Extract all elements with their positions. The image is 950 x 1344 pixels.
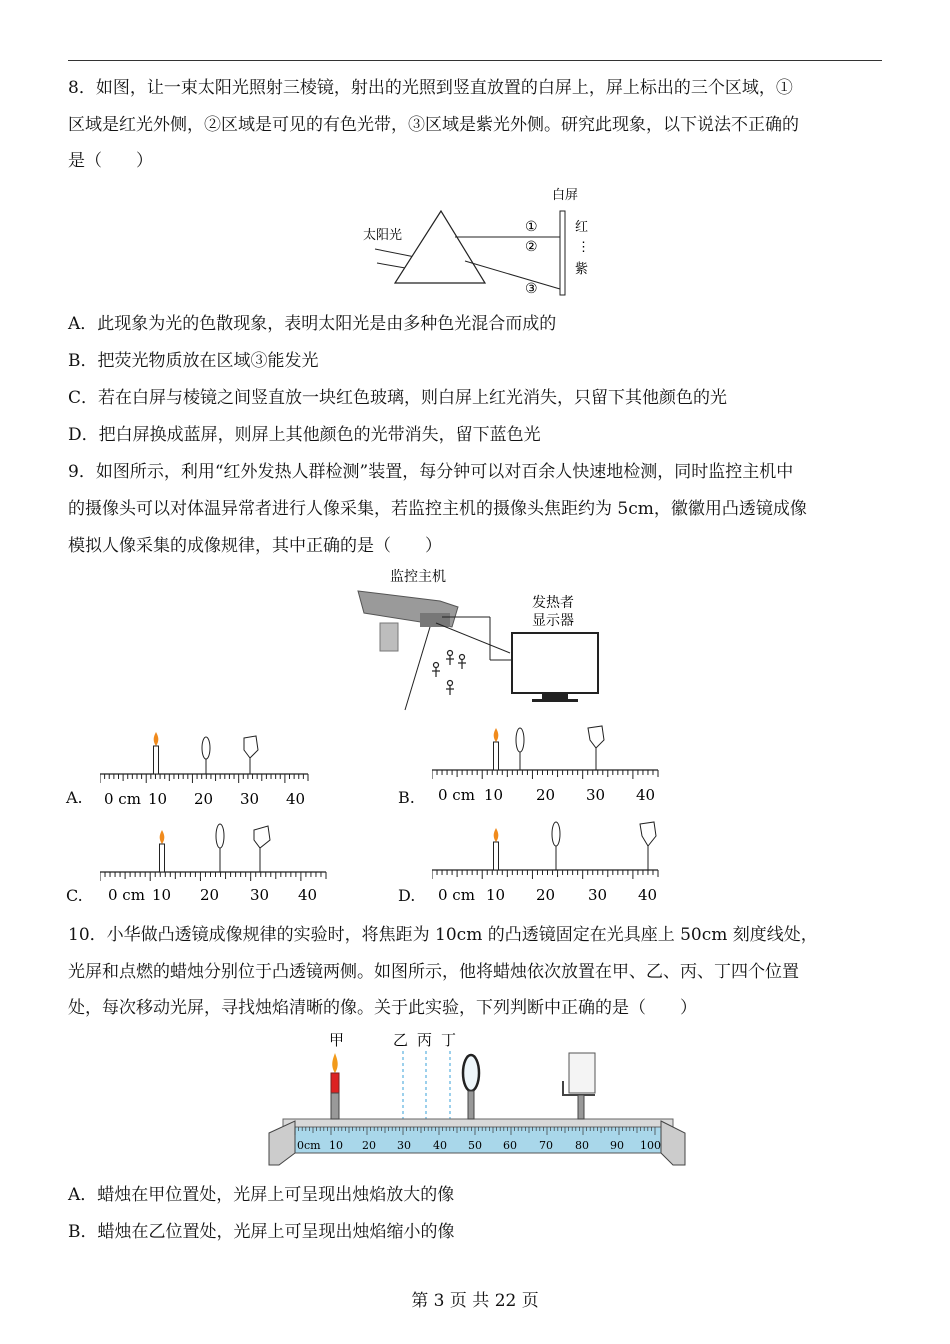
svg-text:10: 10 [486, 886, 506, 904]
option-letter: D. [398, 886, 416, 905]
purple-label: 紫 [575, 262, 589, 277]
svg-text:0 cm: 0 cm [108, 886, 145, 904]
q8-option-c: C．若在白屏与棱镜之间竖直放一块红色玻璃，则白屏上红光消失，只留下其他颜色的光 [68, 388, 728, 408]
q8-option-b: B．把荧光物质放在区域③能发光 [68, 351, 319, 371]
option-letter: A. [66, 788, 83, 807]
svg-text:20: 20 [536, 786, 556, 804]
pos-ding: 丁 [441, 1031, 457, 1049]
pos-yi: 乙 [393, 1031, 409, 1049]
svg-text:0 cm: 0 cm [438, 886, 475, 904]
pos-jia: 甲 [329, 1031, 345, 1049]
q10-option-b: B．蜡烛在乙位置处，光屏上可呈现出烛焰缩小的像 [68, 1222, 455, 1242]
screen [244, 736, 258, 774]
q9-option-a [66, 728, 326, 810]
q10-line3: 处，每次移动光屏，寻找烛焰清晰的像。关于此实验，下列判断中正确的是（ ） [68, 998, 697, 1018]
ruler-b [432, 722, 672, 808]
screen [640, 822, 656, 870]
svg-text:20: 20 [536, 886, 556, 904]
screen [254, 826, 270, 872]
q9-line2: 的摄像头可以对体温异常者进行人像采集，若监控主机的摄像头焦距约为 5cm，徽徽用凸透镜成像 [68, 499, 807, 519]
q9-line3: 模拟人像采集的成像规律，其中正确的是（ ） [68, 536, 442, 556]
display-label-1: 发热者 [532, 595, 574, 611]
ruler-a [100, 728, 340, 808]
people-icon [432, 651, 466, 696]
sunlight-label: 太阳光 [363, 228, 403, 243]
region-1: ① [525, 219, 538, 235]
svg-text:10: 10 [148, 790, 168, 808]
svg-text:100: 100 [640, 1139, 661, 1152]
ruler-d [432, 820, 672, 906]
dots-label: ⋮ [577, 240, 590, 255]
svg-text:40: 40 [433, 1139, 447, 1152]
q10-line1: 10．小华做凸透镜成像规律的实验时，将焦距为 10cm 的凸透镜固定在光具座上 50cm 刻度线处， [68, 925, 818, 945]
ruler-c [100, 822, 340, 906]
svg-text:0 cm: 0 cm [438, 786, 475, 804]
svg-text:20: 20 [362, 1139, 376, 1152]
svg-text:30: 30 [586, 786, 606, 804]
lens [216, 824, 224, 848]
svg-text:10: 10 [152, 886, 172, 904]
svg-text:30: 30 [397, 1139, 411, 1152]
prism-figure [355, 183, 605, 303]
svg-text:40: 40 [636, 786, 656, 804]
candle [494, 828, 499, 870]
white-screen [560, 211, 565, 295]
pos-bing: 丙 [417, 1031, 433, 1049]
bench-lens [463, 1055, 479, 1119]
svg-text:60: 60 [503, 1139, 517, 1152]
svg-text:0 cm: 0 cm [104, 790, 141, 808]
svg-text:30: 30 [588, 886, 608, 904]
svg-text:40: 40 [638, 886, 658, 904]
scale-0: 0cm [297, 1139, 321, 1152]
q9-line1: 9．如图所示，利用“红外发热人群检测”装置，每分钟可以对百余人快速地检测，同时监控主机中 [68, 462, 794, 482]
q10-option-a: A．蜡烛在甲位置处，光屏上可呈现出烛焰放大的像 [68, 1185, 455, 1205]
monitor [512, 633, 598, 693]
q9-option-c [66, 822, 336, 908]
q10-line2: 光屏和点燃的蜡烛分别位于凸透镜两侧。如图所示，他将蜡烛依次放置在甲、乙、丙、丁四个位置 [68, 962, 799, 982]
optical-bench-figure [265, 1025, 690, 1175]
page-footer: 第 3 页 共 22 页 [411, 1291, 539, 1311]
svg-text:20: 20 [200, 886, 220, 904]
svg-text:10: 10 [329, 1139, 343, 1152]
option-letter: C. [66, 886, 83, 905]
camera-figure [350, 565, 610, 715]
candle [154, 732, 159, 774]
region-3: ③ [525, 281, 538, 297]
q8-option-d: D．把白屏换成蓝屏，则屏上其他颜色的光带消失，留下蓝色光 [68, 425, 541, 445]
bench-screen [563, 1053, 595, 1119]
svg-text:30: 30 [250, 886, 270, 904]
svg-text:90: 90 [610, 1139, 624, 1152]
screen [588, 726, 604, 770]
svg-text:80: 80 [575, 1139, 589, 1152]
q8-line1: 8．如图，让一束太阳光照射三棱镜，射出的光照到竖直放置的白屏上，屏上标出的三个区域，① [68, 78, 793, 98]
option-letter: B. [398, 788, 415, 807]
lens [516, 728, 524, 752]
svg-text:40: 40 [286, 790, 306, 808]
svg-text:10: 10 [484, 786, 504, 804]
lens [202, 737, 210, 759]
q9-option-b [398, 722, 668, 810]
svg-text:70: 70 [539, 1139, 553, 1152]
lens [552, 822, 560, 846]
candle [160, 830, 165, 872]
svg-text:40: 40 [298, 886, 318, 904]
q9-option-d [398, 820, 668, 908]
q8-line2: 区域是红光外侧，②区域是可见的有色光带，③区域是紫光外侧。研究此现象，以下说法不正确的 [68, 115, 799, 135]
prism [395, 211, 485, 283]
bench-candle [331, 1053, 339, 1119]
red-label: 红 [575, 220, 589, 235]
svg-text:50: 50 [468, 1139, 482, 1152]
region-2: ② [525, 239, 538, 255]
display-label-2: 显示器 [532, 613, 574, 629]
header-rule [68, 60, 882, 61]
svg-text:20: 20 [194, 790, 214, 808]
screen-label: 白屏 [552, 188, 579, 203]
camera-label: 监控主机 [390, 569, 446, 585]
q8-line3: 是（ ） [68, 151, 153, 171]
svg-text:30: 30 [240, 790, 260, 808]
candle [494, 728, 499, 770]
q8-option-a: A．此现象为光的色散现象，表明太阳光是由多种色光混合而成的 [68, 314, 557, 334]
